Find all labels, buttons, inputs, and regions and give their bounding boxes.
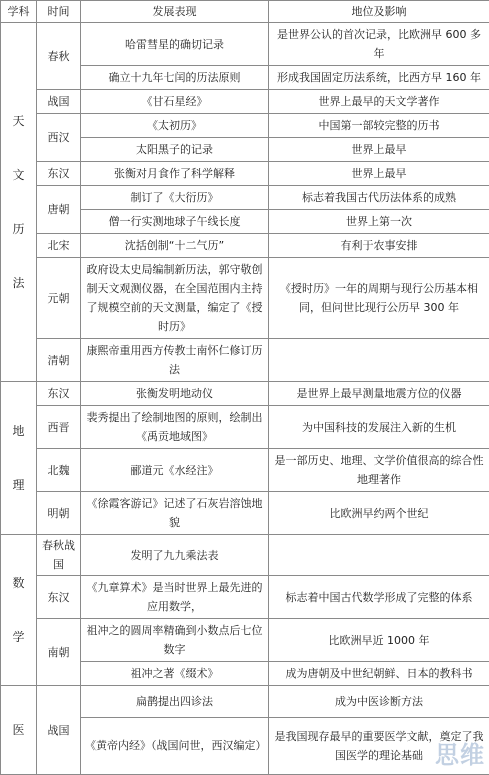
table-row — [1, 686, 489, 718]
subject-char: 天 — [1, 111, 36, 131]
status-cell: 是一部历史、地理、文学价值很高的综合性地理著作 — [269, 449, 489, 492]
time-cell: 北魏 — [37, 449, 81, 492]
development-cell: 发明了九九乘法表 — [81, 535, 269, 576]
table-row — [1, 406, 489, 449]
subject-char: 数 — [1, 573, 36, 593]
subject-geography — [1, 382, 37, 535]
time-cell: 春秋战国 — [37, 535, 81, 576]
development-cell: 哈雷彗星的确切记录 — [81, 23, 269, 66]
status-cell: 世界上第一次 — [269, 210, 489, 234]
subject-math — [1, 535, 37, 686]
table-row — [1, 535, 489, 576]
subject-astronomy — [1, 23, 37, 382]
development-cell: 《太初历》 — [81, 114, 269, 138]
time-cell: 东汉 — [37, 162, 81, 186]
status-cell — [269, 339, 489, 382]
development-cell: 张衡发明地动仪 — [81, 382, 269, 406]
subject-char: 法 — [1, 273, 36, 293]
time-cell: 东汉 — [37, 382, 81, 406]
status-cell: 中国第一部较完整的历书 — [269, 114, 489, 138]
development-cell: 政府设太史局编制新历法，郭守敬创制天文观测仪器，在全国范围内主持了规模空前的天文测量，编定了《授时历》 — [81, 258, 269, 339]
table-row — [1, 576, 489, 619]
development-cell: 祖冲之的圆周率精确到小数点后七位数字 — [81, 619, 269, 662]
development-cell: 康熙帝重用西方传教士南怀仁修订历法 — [81, 339, 269, 382]
status-cell: 《授时历》一年的周期与现行公历基本相同，但问世比现行公历早 300 年 — [269, 258, 489, 339]
status-cell: 成为中医诊断方法 — [269, 686, 489, 718]
header-development: 发展表现 — [81, 1, 269, 23]
time-cell: 明朝 — [37, 492, 81, 535]
subject-char: 历 — [1, 219, 36, 239]
time-cell: 春秋 — [37, 23, 81, 90]
development-cell: 裴秀提出了绘制地图的原则，绘制出《禹贡地域图》 — [81, 406, 269, 449]
status-cell: 世界上最早的天文学著作 — [269, 90, 489, 114]
status-cell: 世界上最早 — [269, 138, 489, 162]
table-row — [1, 449, 489, 492]
subject-char: 医 — [1, 720, 36, 740]
table-row — [1, 186, 489, 210]
status-cell: 形成我国固定历法系统，比西方早 160 年 — [269, 66, 489, 90]
time-cell: 清朝 — [37, 339, 81, 382]
table-row — [1, 382, 489, 406]
table-row — [1, 114, 489, 138]
development-cell: 确立十九年七闰的历法原则 — [81, 66, 269, 90]
development-cell: 《黄帝内经》（战国问世，西汉编定） — [81, 717, 269, 774]
development-cell: 《甘石星经》 — [81, 90, 269, 114]
table-row — [1, 90, 489, 114]
status-cell: 比欧洲早约两个世纪 — [269, 492, 489, 535]
table-row — [1, 234, 489, 258]
time-cell: 西晋 — [37, 406, 81, 449]
development-cell: 祖冲之著《缀术》 — [81, 662, 269, 686]
time-cell: 西汉 — [37, 114, 81, 162]
development-cell: 郦道元《水经注》 — [81, 449, 269, 492]
time-cell: 东汉 — [37, 576, 81, 619]
table-row — [1, 258, 489, 339]
time-cell: 北宋 — [37, 234, 81, 258]
subject-medicine — [1, 686, 37, 775]
table-row — [1, 492, 489, 535]
status-cell: 比欧洲早近 1000 年 — [269, 619, 489, 662]
subject-char: 理 — [1, 475, 36, 495]
status-cell: 有利于农事安排 — [269, 234, 489, 258]
watermark: 思维 — [435, 735, 485, 770]
status-cell — [269, 535, 489, 576]
status-cell: 成为唐朝及中世纪朝鲜、日本的教科书 — [269, 662, 489, 686]
development-cell: 扁鹊提出四诊法 — [81, 686, 269, 718]
status-cell: 标志着中国古代数学形成了完整的体系 — [269, 576, 489, 619]
status-cell: 世界上最早 — [269, 162, 489, 186]
header-time: 时间 — [37, 1, 81, 23]
table-row — [1, 339, 489, 382]
development-cell: 《九章算术》是当时世界上最先进的应用数学， — [81, 576, 269, 619]
table-row — [1, 23, 489, 66]
status-cell: 是世界上最早测量地震方位的仪器 — [269, 382, 489, 406]
development-cell: 僧一行实测地球子午线长度 — [81, 210, 269, 234]
subject-char: 地 — [1, 421, 36, 441]
development-cell: 太阳黑子的记录 — [81, 138, 269, 162]
status-cell: 是我国现存最早的重要医学文献，奠定了我国医学的理论基础 — [269, 717, 489, 774]
development-cell: 制订了《大衍历》 — [81, 186, 269, 210]
time-cell: 战国 — [37, 686, 81, 775]
development-cell: 张衡对月食作了科学解释 — [81, 162, 269, 186]
header-status: 地位及影响 — [269, 1, 489, 23]
header-subject: 学科 — [1, 1, 37, 23]
table-row — [1, 162, 489, 186]
subject-char: 学 — [1, 627, 36, 647]
time-cell: 战国 — [37, 90, 81, 114]
table-row — [1, 619, 489, 662]
development-cell: 《徐霞客游记》记述了石灰岩溶蚀地貌 — [81, 492, 269, 535]
time-cell: 元朝 — [37, 258, 81, 339]
status-cell: 为中国科技的发展注入新的生机 — [269, 406, 489, 449]
time-cell: 唐朝 — [37, 186, 81, 234]
status-cell: 标志着我国古代历法体系的成熟 — [269, 186, 489, 210]
time-cell: 南朝 — [37, 619, 81, 686]
subject-char: 文 — [1, 165, 36, 185]
status-cell: 是世界公认的首次记录，比欧洲早 600 多年 — [269, 23, 489, 66]
header-row — [1, 1, 489, 23]
development-cell: 沈括创制“十二气历” — [81, 234, 269, 258]
